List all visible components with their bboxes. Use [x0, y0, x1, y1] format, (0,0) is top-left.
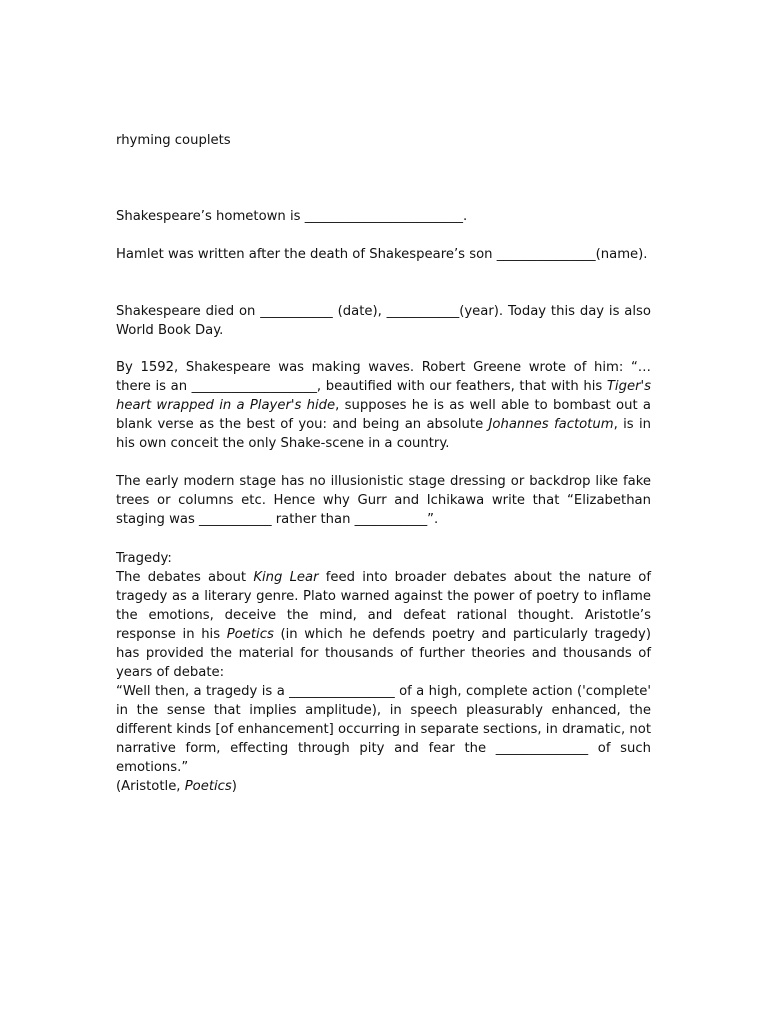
paragraph-text: , is in his own conceit the only Shake-scene in a country.	[116, 417, 651, 451]
italic-phrase: Tiger's heart wrapped in a Player's hide	[116, 379, 651, 413]
citation-text: )	[231, 779, 237, 794]
question-death-date	[116, 302, 651, 340]
paragraph-text: The early modern stage has no illusionistic stage dressing or backdrop like fake trees or columns etc. Hence why Gurr and Ichikawa write that “Elizabethan staging was ___________ rather than ___________”.	[116, 474, 651, 527]
question-text: Shakespeare died on ___________ (date), ___________(year). Today this day is also World Book Day.	[116, 304, 651, 338]
question-text: Shakespeare’s hometown is ________________________.	[116, 209, 468, 224]
tragedy-section	[116, 549, 651, 796]
question-greene-quote	[116, 358, 651, 453]
heading-text: rhyming couplets	[116, 133, 231, 148]
section-heading	[116, 131, 651, 150]
tragedy-paragraph	[116, 568, 651, 682]
question-text: Hamlet was written after the death of Shakespeare’s son _______________(name).	[116, 247, 648, 262]
aristotle-quote: “Well then, a tragedy is a ________________ of a high, complete action ('complete' in the sense that implies amplitude), in speech pleasurably enhanced, the different kinds [of enhancement] occurring in separate sections, in dramatic, not narrative form, effecting through pity and fear the ______________ of such emotions.”	[116, 684, 651, 775]
paragraph-text: , supposes he is as well able to bombast out a blank verse as the best of you: and being an absolute	[116, 398, 651, 432]
tragedy-heading: Tragedy:	[116, 551, 172, 566]
paragraph-text: By 1592, Shakespeare was making waves. Robert Greene wrote of him: “… there is an ___________________, beautified with our feathers, that with his	[116, 360, 651, 394]
citation-title: Poetics	[184, 779, 232, 794]
italic-title: King Lear	[253, 570, 319, 585]
question-staging	[116, 472, 651, 529]
paragraph-text: (in which he defends poetry and particularly tragedy) has provided the material for thousands of further theories and thousands of years of debate:	[116, 627, 652, 680]
question-hamlet	[116, 245, 651, 264]
italic-phrase: Johannes factotum	[488, 417, 614, 432]
question-hometown	[116, 207, 651, 226]
citation	[116, 777, 651, 796]
paragraph-text: feed into broader debates about the nature of tragedy as a literary genre. Plato warned against the power of poetry to inflame the emotions, deceive the mind, and defeat rational thought. Aristotle’s response in his	[116, 570, 651, 642]
citation-text: (Aristotle,	[116, 779, 185, 794]
paragraph-text: The debates about	[116, 570, 254, 585]
italic-title: Poetics	[226, 627, 274, 642]
